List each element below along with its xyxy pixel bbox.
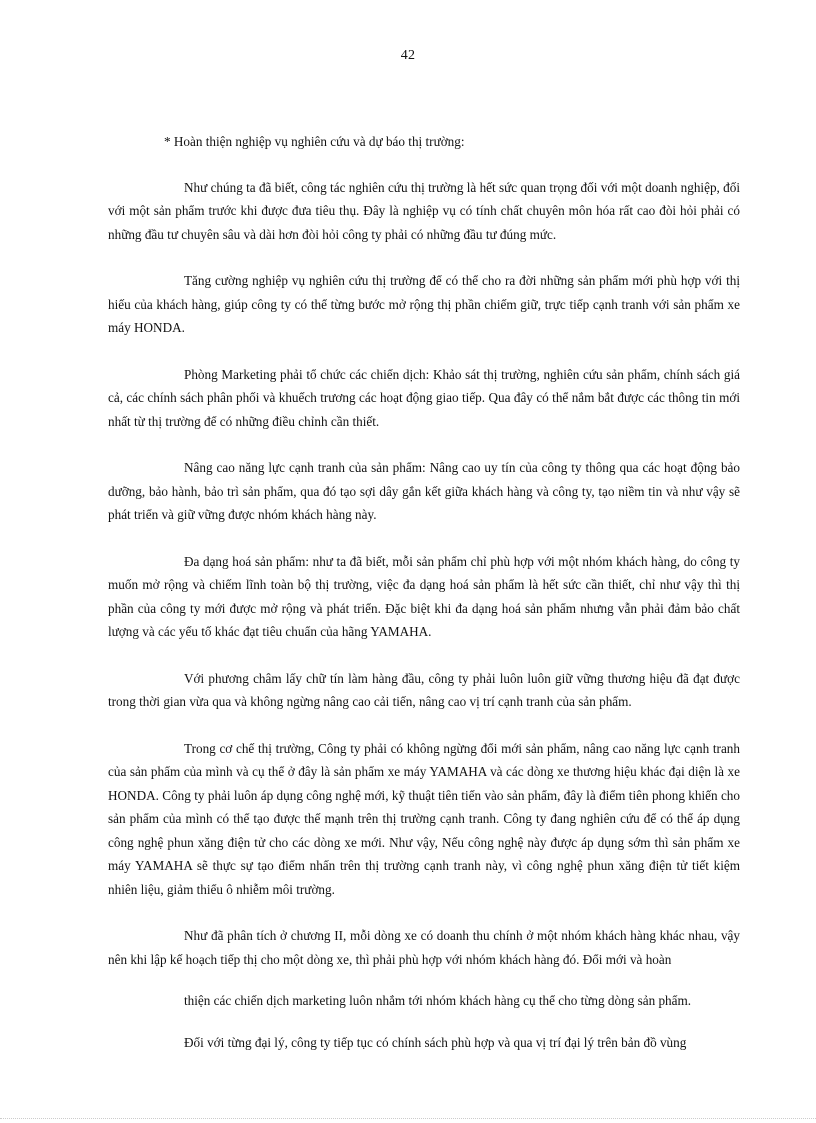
page-bottom-border [0,1118,816,1119]
paragraph-diversification: Đa dạng hoá sản phẩm: như ta đã biết, mỗi sản phẩm chỉ phù hợp với một nhóm khách hàng, do công ty muốn mở rộng và chiếm lĩnh toàn bộ thị trường, việc đa dạng hoá sản phẩm là hết sức cần thiết, chỉ như vậy thì thị phần của công ty mới được mở rộng và phát triển. Đặc biệt khi đa dạng hoá sản phẩm nhưng vẫn phải đảm bảo chất lượng và các yếu tố khác đạt tiêu chuẩn của hãng YAMAHA. [108,553,740,639]
paragraph-dealers: Đối với từng đại lý, công ty tiếp tục có chính sách phù hợp và qua vị trí đại lý trên bản đồ vùng [184,1034,687,1050]
paragraph-marketing-campaigns: Phòng Marketing phải tổ chức các chiến dịch: Khảo sát thị trường, nghiên cứu sản phẩm, chính sách giá cả, các chính sách phân phối và khuếch trương các hoạt động giao tiếp. Qua đây có thể nắm bắt được các thông tin mới nhất từ thị trường để có những điều chỉnh cần thiết. [108,366,740,429]
paragraph-continuation: thiện các chiến dịch marketing luôn nhắm tới nhóm khách hàng cụ thể cho từng dòng sản phẩm. [184,993,692,1008]
paragraph-reputation: Với phương châm lấy chữ tín làm hàng đầu, công ty phải luôn luôn giữ vững thương hiệu đã đạt được trong thời gian vừa qua và không ngừng nâng cao cải tiến, nâng cao vị trí cạnh tranh của sản phẩm. [108,670,740,709]
paragraph-customer-groups: Như đã phân tích ở chương II, mỗi dòng xe có doanh thu chính ở một nhóm khách hàng khác nhau, vậy nên khi lập kế hoạch tiếp thị cho một dòng xe, thì phải phù hợp với nhóm khách hàng đó. Đổi mới và hoàn [108,928,740,967]
paragraph-strengthen-research: Tăng cường nghiệp vụ nghiên cứu thị trường để có thể cho ra đời những sản phẩm mới phù hợp với thị hiếu của khách hàng, giúp công ty có thể từng bước mở rộng thị phần chiếm giữ, trực tiếp cạnh tranh với sản phẩm xe máy HONDA. [108,273,740,335]
paragraph-competitiveness: Nâng cao năng lực cạnh tranh của sản phẩm: Nâng cao uy tín của công ty thông qua các hoạt động bảo dưỡng, bảo hành, bảo trì sản phẩm, qua đó tạo sợi dây gắn kết giữa khách hàng và công ty, tạo niềm tin và như vậy sẽ phát triển và giữ vững được nhóm khách hàng này. [108,460,740,522]
section-heading: * Hoàn thiện nghiệp vụ nghiên cứu và dự báo thị trường: [164,134,465,149]
paragraph-market-research-importance: Như chúng ta đã biết, công tác nghiên cứu thị trường là hết sức quan trọng đối với một doanh nghiệp, đối với một sản phẩm trước khi được đưa tiêu thụ. Đây là nghiệp vụ có tính chất chuyên môn hóa rất cao đòi hỏi phải có những đầu tư chuyên sâu và dài hơn đòi hỏi công ty phải có những đầu tư đúng mức. [108,179,740,242]
paragraph-innovation: Trong cơ chế thị trường, Công ty phải có không ngừng đổi mới sản phẩm, nâng cao năng lực cạnh tranh của sản phẩm của mình và cụ thể ở đây là sản phẩm xe máy YAMAHA và các dòng xe thương hiệu khác đại diện là xe HONDA. Công ty phải luôn áp dụng công nghệ mới, kỹ thuật tiên tiến vào sản phẩm, đây là điểm tiên phong khiến cho sản phẩm của mình có thể tạo được thế mạnh trên thị trường cạnh tranh. Công ty đang nghiên cứu để có thể áp dụng công nghệ phun xăng điện tử cho các dòng xe mới. Như vậy, Nếu công nghệ này được áp dụng sớm thì sản phẩm xe máy YAMAHA sẽ thực sự tạo điểm nhấn trên thị trường cạnh tranh này, vì công nghệ phun xăng điện tử tiết kiệm nhiên liệu, giảm thiểu ô nhiễm môi trường. [108,740,740,897]
page-number: 42 [400,48,416,63]
document-body [108,130,740,1077]
